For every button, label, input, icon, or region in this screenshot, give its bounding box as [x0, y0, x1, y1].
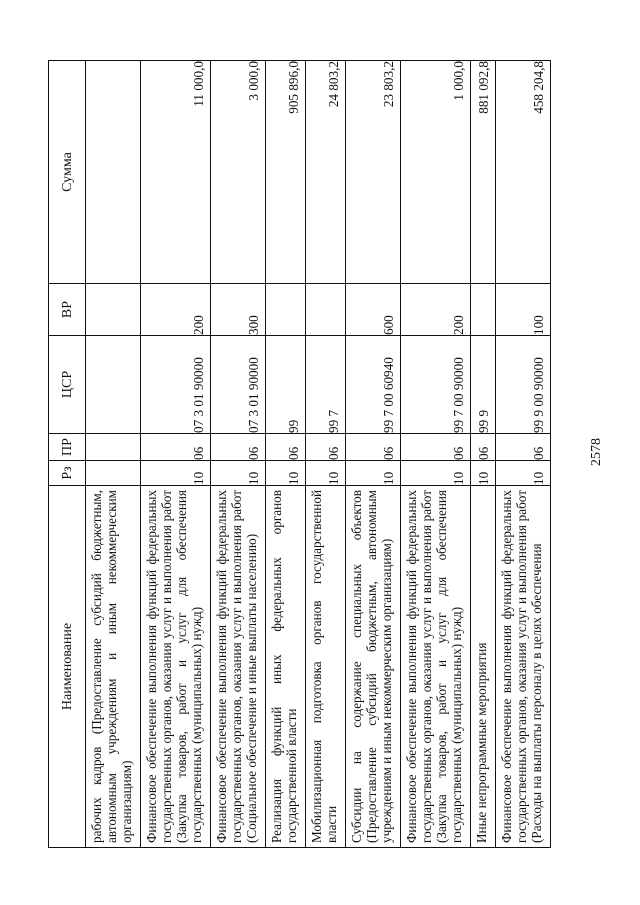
row-name: Финансовое обеспечение выполнения функций федеральных государственных органов, оказания услуг и выполнения работ (Расходы на выплаты персоналу в целях обеспечения — [496, 486, 551, 848]
row-vr — [86, 284, 141, 336]
row-csr: 99 7 — [306, 336, 346, 434]
row-sum: 458 204,8 — [496, 61, 551, 284]
row-csr: 99 9 00 90000 — [496, 336, 551, 434]
row-pr: 06 — [211, 434, 266, 461]
row-pr: 06 — [346, 434, 401, 461]
table-row — [306, 61, 346, 848]
header-csr: ЦСР — [49, 336, 86, 434]
row-vr — [471, 284, 496, 336]
row-name: Финансовое обеспечение выполнения функций федеральных государственных органов, оказания услуг и выполнения работ (Закупка товаров, работ и услуг для обеспечения государственных (муниципальных) нужд) — [401, 486, 471, 848]
row-pr: 06 — [141, 434, 211, 461]
table-row — [141, 61, 211, 848]
row-name: Иные непрограммные мероприятия — [471, 486, 496, 848]
row-rz — [86, 461, 141, 486]
row-vr: 100 — [496, 284, 551, 336]
row-vr — [306, 284, 346, 336]
row-csr: 99 7 00 60940 — [346, 336, 401, 434]
row-vr: 300 — [211, 284, 266, 336]
row-pr: 06 — [401, 434, 471, 461]
header-vr: ВР — [49, 284, 86, 336]
row-csr: 07 3 01 90000 — [211, 336, 266, 434]
row-name: рабочих кадров (Предоставление субсидий бюджетным, автономным учреждениям и иным некоммерческим организациям) — [86, 486, 141, 848]
row-csr: 07 3 01 90000 — [141, 336, 211, 434]
row-rz: 10 — [211, 461, 266, 486]
row-csr: 99 — [266, 336, 306, 434]
header-pr: ПР — [49, 434, 86, 461]
row-pr: 06 — [266, 434, 306, 461]
row-name: Финансовое обеспечение выполнения функций федеральных государственных органов, оказания услуг и выполнения работ (Социальное обеспечение и иные выплаты населению) — [211, 486, 266, 848]
row-name: Реализация функций иных федеральных органов государственной власти — [266, 486, 306, 848]
row-sum: 905 896,0 — [266, 61, 306, 284]
row-rz: 10 — [471, 461, 496, 486]
header-rz: Рз — [49, 461, 86, 486]
row-rz: 10 — [306, 461, 346, 486]
row-sum: 1 000,0 — [401, 61, 471, 284]
header-name: Наименование — [49, 486, 86, 848]
row-name: Субсидии на содержание специальных объектов (Предоставление субсидий бюджетным, автономным учреждениям и иным некоммерческим организациям) — [346, 486, 401, 848]
row-name: Финансовое обеспечение выполнения функций федеральных государственных органов, оказания услуг и выполнения работ (Закупка товаров, работ и услуг для обеспечения государственных (муниципальных) нужд) — [141, 486, 211, 848]
table-row — [266, 61, 306, 848]
row-rz: 10 — [266, 461, 306, 486]
row-sum: 11 000,0 — [141, 61, 211, 284]
row-pr — [86, 434, 141, 461]
table-header-row — [49, 61, 86, 848]
row-sum: 24 803,2 — [306, 61, 346, 284]
row-rz: 10 — [401, 461, 471, 486]
page-number: 2578 — [589, 438, 604, 466]
row-vr: 600 — [346, 284, 401, 336]
row-pr: 06 — [471, 434, 496, 461]
table-row — [401, 61, 471, 848]
row-pr: 06 — [306, 434, 346, 461]
table-row — [496, 61, 551, 848]
row-sum — [86, 61, 141, 284]
row-csr — [86, 336, 141, 434]
row-pr: 06 — [496, 434, 551, 461]
row-name: Мобилизационная подготовка органов государственной власти — [306, 486, 346, 848]
table-row — [346, 61, 401, 848]
header-sum: Сумма — [49, 61, 86, 284]
row-sum: 3 000,0 — [211, 61, 266, 284]
row-sum: 881 092,8 — [471, 61, 496, 284]
row-vr: 200 — [141, 284, 211, 336]
budget-table — [48, 60, 551, 848]
table-row — [211, 61, 266, 848]
row-csr: 99 9 — [471, 336, 496, 434]
row-rz: 10 — [346, 461, 401, 486]
row-vr: 200 — [401, 284, 471, 336]
table-row — [471, 61, 496, 848]
row-rz: 10 — [496, 461, 551, 486]
table-row — [86, 61, 141, 848]
row-rz: 10 — [141, 461, 211, 486]
row-vr — [266, 284, 306, 336]
row-sum: 23 803,2 — [346, 61, 401, 284]
row-csr: 99 7 00 90000 — [401, 336, 471, 434]
rotated-page-content — [48, 61, 585, 848]
